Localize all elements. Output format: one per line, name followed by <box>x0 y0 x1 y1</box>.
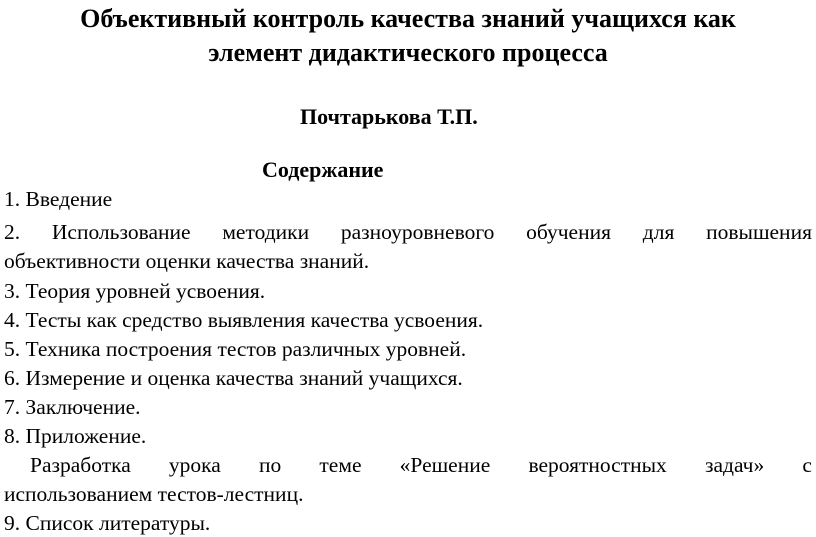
toc-item-8-subitem-word: по <box>258 453 282 477</box>
document-title-line-1: Объективный контроль качества знаний учащихся как <box>80 4 736 33</box>
toc-item-6: 6. Измерение и оценка качества знаний учащихся. <box>4 366 463 390</box>
toc-item-2-word: обучения <box>526 220 612 244</box>
toc-item-2-word: методики <box>222 220 310 244</box>
document-title-line-2: элемент дидактического процесса <box>208 38 608 67</box>
toc-item-8-subitem-line-2: использованием тестов-лестниц. <box>4 482 304 506</box>
toc-item-2-word: для <box>642 220 675 244</box>
toc-item-8-subitem-line-1 <box>30 452 812 478</box>
toc-item-8-subitem-word: с <box>802 453 812 477</box>
toc-item-8-subitem-word: вероятностных <box>528 453 667 477</box>
toc-item-8-subitem-word: урока <box>168 453 221 477</box>
toc-item-2-word: Использование <box>51 220 191 244</box>
toc-item-8-subitem-word: Разработка <box>30 453 131 477</box>
toc-item-8-subitem-word: задач» <box>704 453 765 477</box>
author-name: Почтарькова Т.П. <box>300 104 478 129</box>
toc-item-5: 5. Техника построения тестов различных уровней. <box>4 337 467 361</box>
toc-item-2-line-2: объективности оценки качества знаний. <box>4 249 370 273</box>
toc-item-3: 3. Теория уровней усвоения. <box>4 279 266 303</box>
toc-item-1: 1. Введение <box>4 187 113 211</box>
toc-item-2-word: повышения <box>706 220 812 244</box>
toc-item-7: 7. Заключение. <box>4 395 141 419</box>
toc-item-9: 9. Список литературы. <box>4 511 211 535</box>
toc-item-8-subitem-word: теме <box>319 453 362 477</box>
toc-item-2-word: 2. <box>4 220 21 244</box>
toc-heading: Содержание <box>262 157 384 182</box>
toc-item-2-line-1 <box>4 219 812 245</box>
toc-item-8: 8. Приложение. <box>4 424 147 448</box>
toc-item-8-subitem-word: «Решение <box>399 453 491 477</box>
toc-item-2-word: разноуровневого <box>340 220 495 244</box>
toc-item-4: 4. Тесты как средство выявления качества усвоения. <box>4 308 484 332</box>
